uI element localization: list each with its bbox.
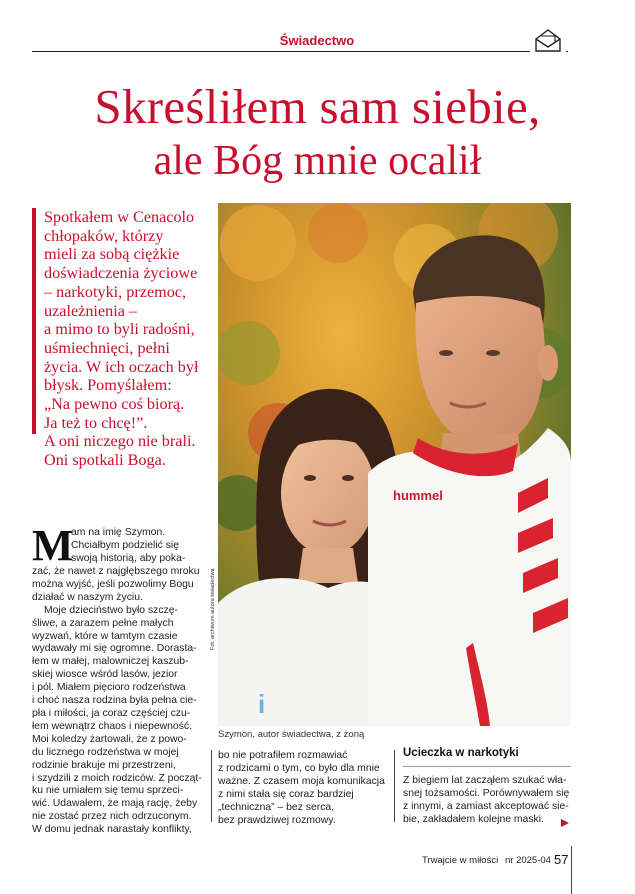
continue-arrow-icon (560, 815, 570, 833)
column-divider (394, 750, 395, 822)
subheading: Ucieczka w narkotyki (403, 747, 519, 759)
body-line: zać, że nawet z najgłębszego mroku (32, 566, 200, 577)
body-line: swoją historią, aby poka- (71, 552, 186, 564)
body-line: łem wewnątrz chaos i niepewność. (32, 720, 192, 732)
body-line: i pól. Miałem pięcioro rodzeństwa (32, 682, 186, 694)
body-line: można wyjść, jeśli pozwolimy Bogu (32, 578, 194, 590)
svg-text:i: i (258, 689, 266, 719)
photo-caption: Szymon, autor świadectwa, z żoną (218, 729, 365, 740)
lead-line: mieli za sobą ciężkie (44, 245, 180, 264)
lead-line: Spotkałem w Cenacolo (44, 208, 195, 226)
column-divider (211, 750, 212, 822)
lead-paragraph (44, 208, 214, 470)
body-line: nie zostać przez nich odrzuconym. (32, 811, 192, 823)
footer-issue: nr 2025-04 (505, 855, 551, 866)
body-line: Moi koledzy żartowali, że z powo- (32, 733, 187, 745)
dropcap-text (71, 527, 185, 566)
body-line: i choć nasza rodzina była pełna cie- (32, 695, 197, 707)
body-line: ważne. Z czasem moja komunikacja (218, 775, 385, 787)
body-line: bo nie potrafiłem rozmawiać (218, 750, 348, 761)
body-line: pła i miłości, ja coraz częściej czu- (32, 707, 191, 719)
lead-line: Oni spotkali Boga. (44, 451, 166, 470)
footer-magazine: Trwajcie w miłości (422, 855, 499, 866)
lead-line: błysk. Pomyślałem: (44, 376, 172, 395)
body-line: łem w małej, malowniczej kaszub- (32, 656, 189, 668)
body-line: snej tożsamości. Porównywałem się (403, 787, 570, 799)
body-line: du licznego rodzeństwa w mojej (32, 746, 179, 758)
lead-line: Ja też to chcę!”. (44, 413, 148, 432)
envelope-icon (530, 27, 566, 55)
section-label: Świadectwo (279, 33, 355, 48)
lead-line: „Na pewno coś biorą. (44, 395, 185, 414)
body-line: bez prawdziwej rozmowy. (218, 814, 336, 826)
lead-line: a mimo to byli radośni, (44, 320, 195, 339)
body-line: rodzinie brakuje mi przestrzeni, (32, 759, 176, 771)
body-line: am na imię Szymon. (71, 527, 166, 538)
lead-line: chłopaków, którzy (44, 226, 164, 245)
lead-line: – narkotyki, przemoc, (44, 282, 187, 301)
body-line: Z biegiem lat zacząłem szukać wła- (403, 775, 567, 786)
lead-line: uzależnienia – (44, 301, 138, 320)
headline-line-1: Skreśliłem sam siebie, (94, 79, 541, 134)
header-rule (32, 51, 568, 52)
body-line: z rodzicami o tym, co było dla mnie (218, 762, 380, 774)
body-line: wić. Udawałem, że mają rację, żeby (32, 798, 198, 810)
body-line: skiej wiosce wśród lasów, jezior (32, 669, 178, 681)
body-line: z nimi stała się coraz bardziej (218, 788, 354, 800)
column-1-text (32, 566, 202, 837)
body-line: ku nie umiałem się temu sprzeci- (32, 785, 184, 797)
body-line: wyzwań, które w tamtym czasie (32, 630, 178, 642)
body-line: bie, zakładałem kolejne maski. (403, 813, 544, 825)
body-line: działać w naszym życiu. (32, 591, 143, 603)
photo-credit: Fot. archiwum autora świadectwa (210, 568, 216, 650)
lead-accent-bar (32, 208, 36, 434)
lead-line: życia. W ich oczach był (44, 357, 199, 376)
body-line: Moje dzieciństwo było szczę- (44, 604, 178, 616)
column-3-text (403, 775, 569, 827)
drop-cap: M (32, 521, 74, 570)
body-line: i szydzili z moich rodziców. Z począt- (32, 772, 202, 784)
page-number: 57 (554, 852, 569, 867)
body-line: wydawały mi się ogromne. Dorasta- (32, 643, 197, 655)
body-line: śliwe, a zarazem pełne małych (32, 617, 174, 629)
lead-line: uśmiechnięci, pełni (44, 338, 170, 357)
lead-line: doświadczenia życiowe (44, 264, 198, 283)
footer-divider (571, 846, 572, 894)
body-line: z innymi, a zamiast akceptować sie- (403, 800, 569, 812)
body-line: W domu jednak narastały konflikty, (32, 824, 192, 836)
headline-line-2: ale Bóg mnie ocalił (153, 138, 482, 184)
lead-line: A oni niczego nie brali. (44, 432, 196, 451)
shirt-logo: hummel (393, 488, 443, 503)
body-line: „techniczna” – bez serca, (218, 801, 335, 813)
column-2-text (218, 750, 385, 827)
body-line: Chciałbym podzielić się (71, 539, 179, 551)
couple-photo (218, 203, 571, 726)
subheading-rule (403, 766, 571, 767)
